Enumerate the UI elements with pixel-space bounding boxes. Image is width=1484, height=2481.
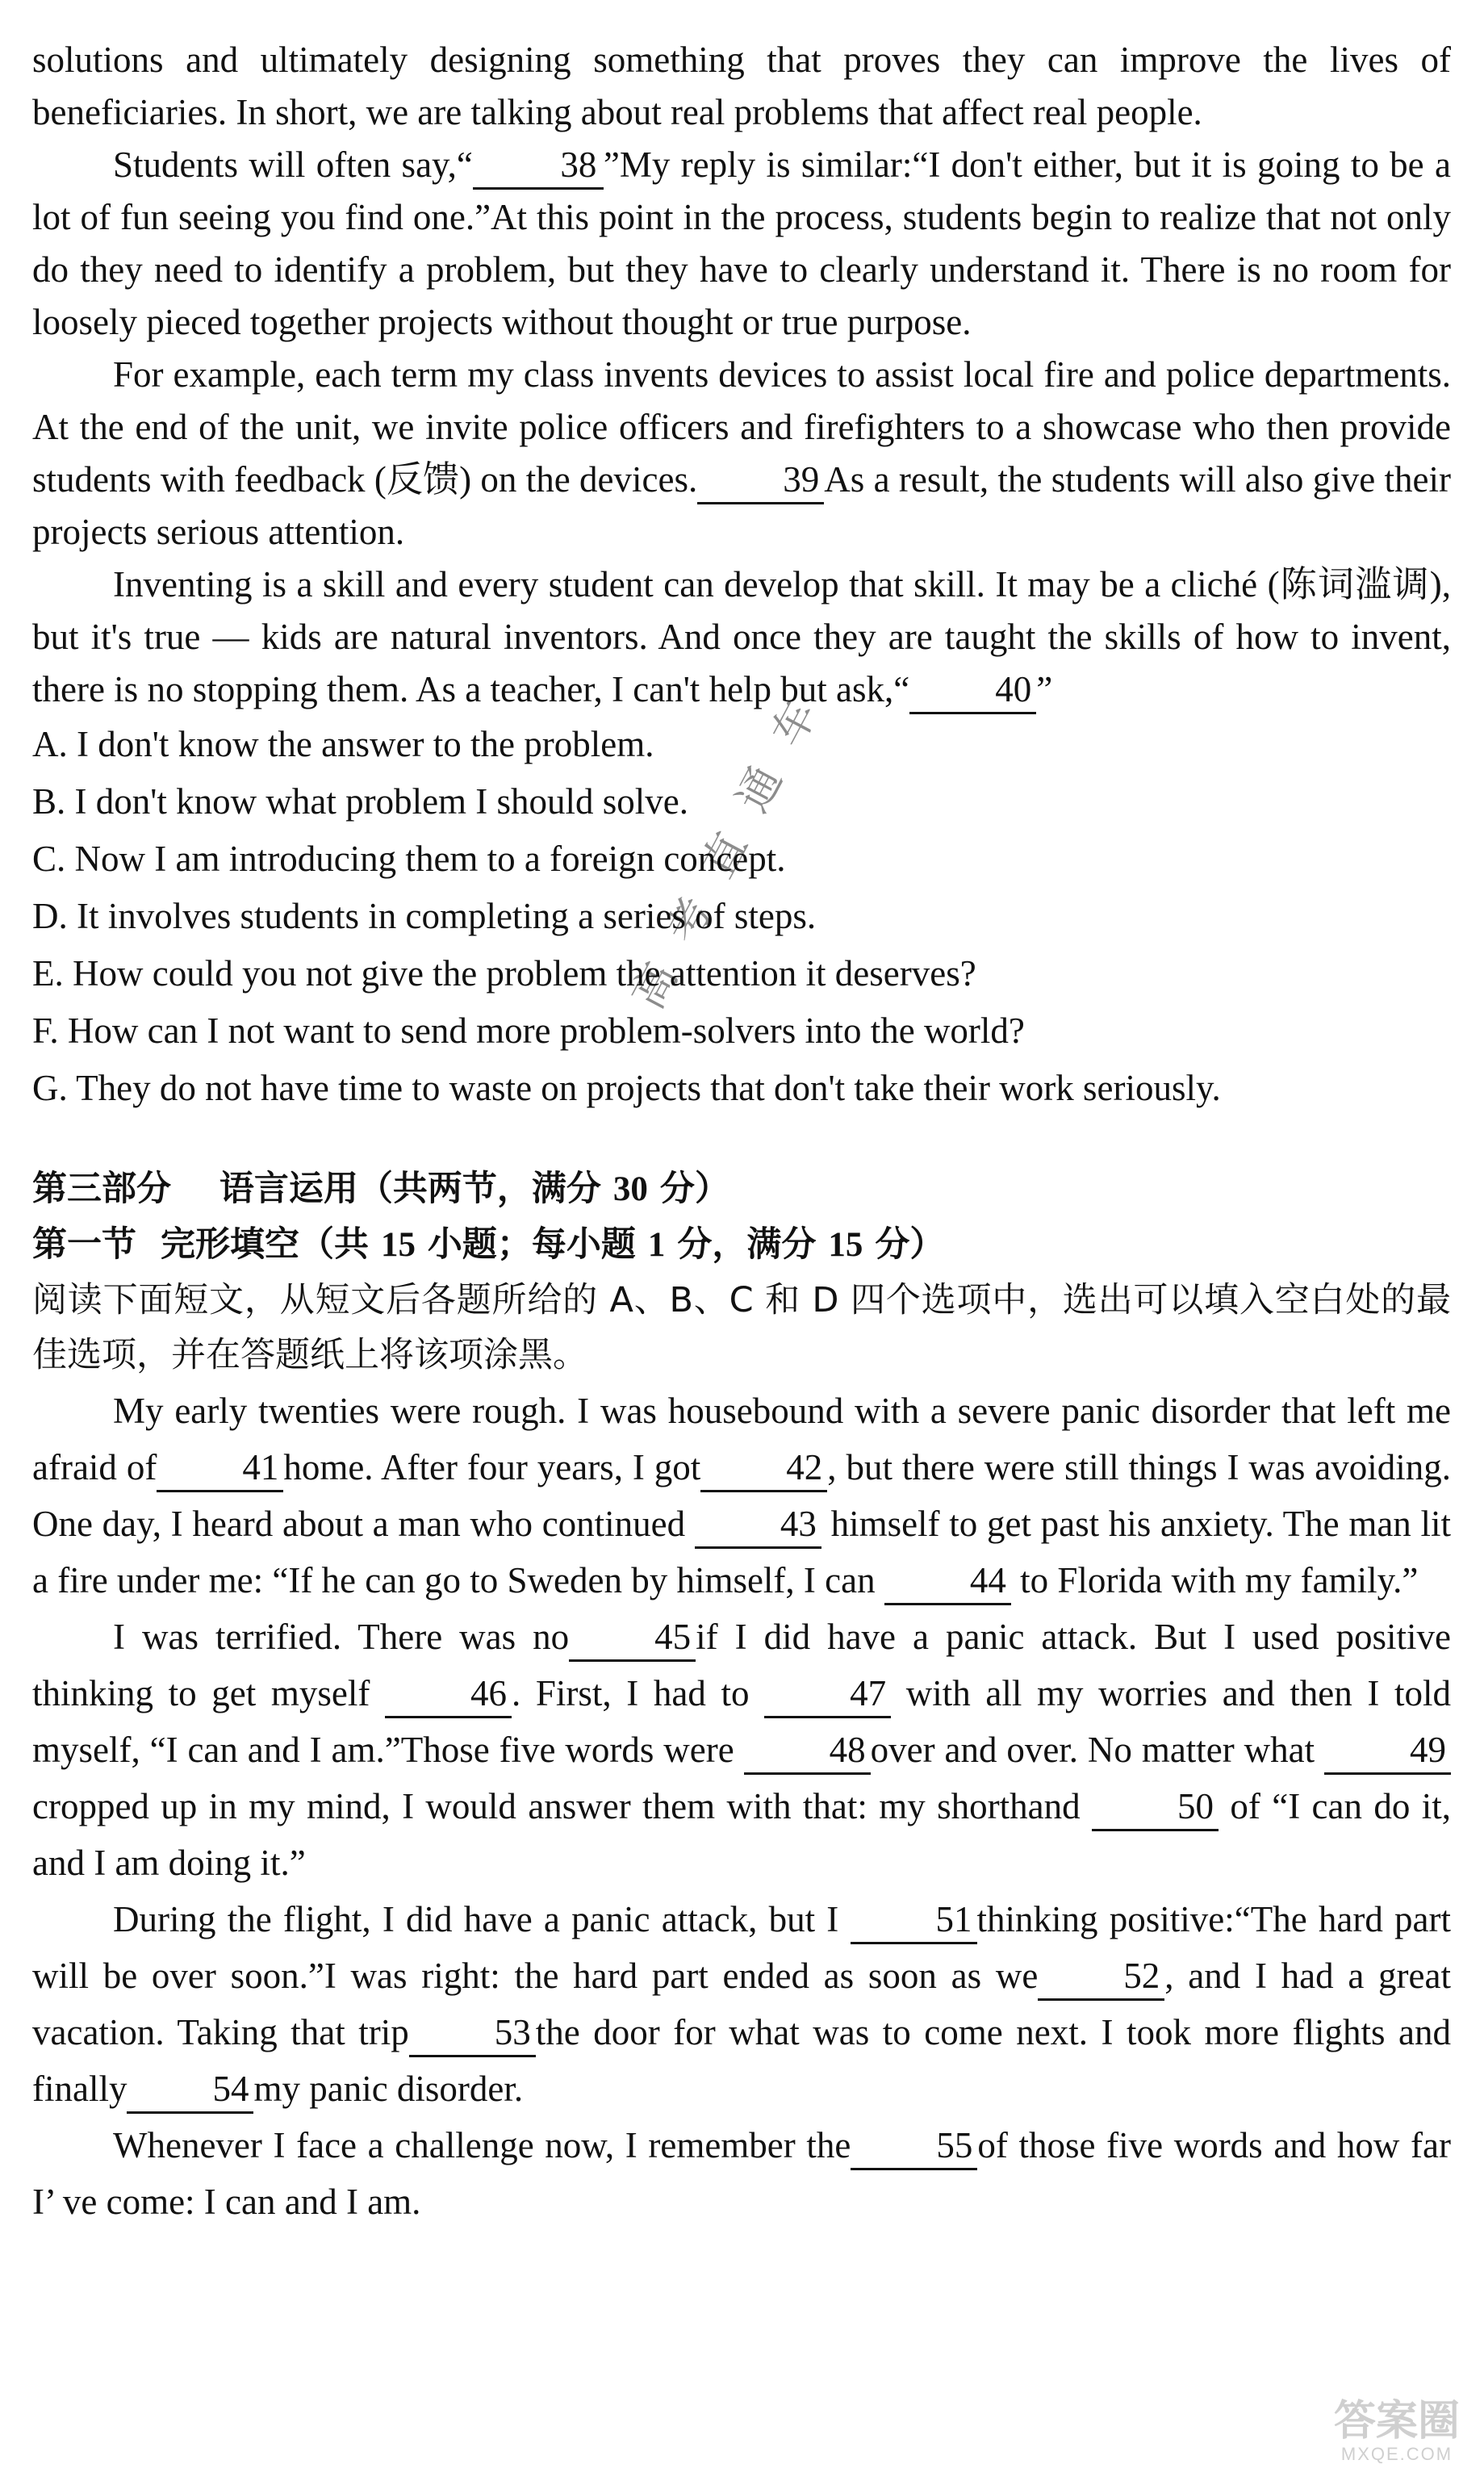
option-d[interactable]: D. It involves students in completing a series of steps. — [32, 896, 817, 936]
paragraph-text: During the flight, I did have a panic attack, but I — [113, 1899, 839, 1939]
subsection-heading — [32, 1217, 1451, 1273]
blank-55[interactable]: 55 — [851, 2123, 977, 2170]
watermark-stamp: 高考直通车 — [621, 665, 842, 1018]
subsection-title: 分） — [863, 1224, 945, 1265]
blank-47[interactable]: 47 — [764, 1671, 891, 1718]
blank-45[interactable]: 45 — [569, 1615, 696, 1662]
section-score: 30 — [612, 1170, 648, 1208]
section-spacer — [32, 1117, 1451, 1161]
document-page — [32, 34, 1451, 2230]
paragraph-text: ”My reply is similar:“I don't either, but it is going to be a lot of fun seeing you find one.”At this point in the process, students begin to realize that not only do they need to identify a problem, but they have to clearly understand it. There is no room for loosely pieced together projects without thought or true purpose. — [32, 144, 1451, 342]
blank-52[interactable]: 52 — [1038, 1954, 1164, 2001]
option-e[interactable]: E. How could you not give the problem the attention it deserves? — [32, 953, 976, 994]
paragraph-text: . First, I had to — [511, 1673, 750, 1713]
paragraph-text: Inventing is a skill and every student can develop that skill. It may be a cliché (陈词滥调), but it's true — kids are natural inventors. And once they are taught the skills of how to invent, there is no stopping them. As a teacher, I can't help but ask,“ — [32, 564, 1451, 709]
section-3-header — [32, 1161, 1451, 1383]
paragraph-text: As a result, the students will also give their projects serious attention. — [32, 459, 1451, 552]
option-c[interactable]: C. Now I am introducing them to a foreign concept. — [32, 839, 786, 879]
site-logo — [1334, 2399, 1460, 2465]
subsection-title: 分，满分 — [665, 1224, 829, 1265]
cloze-paragraph — [32, 1383, 1451, 1609]
paragraph-text: solutions and ultimately designing something that proves they can improve the lives of beneficiaries. In short, we are talking about real problems that affect real people. — [32, 40, 1451, 132]
blank-39[interactable]: 39 — [697, 458, 824, 504]
cloze-paragraph — [32, 1609, 1451, 1891]
instructions: 阅读下面短文，从短文后各题所给的 A、B、C 和 D 四个选项中，选出可以填入空白处的最佳选项，并在答题纸上将该项涂黑。 — [32, 1280, 1451, 1375]
passage-paragraph — [32, 34, 1451, 139]
cloze-passage — [32, 1383, 1451, 2230]
blank-43[interactable]: 43 — [695, 1502, 821, 1549]
cloze-paragraph — [32, 1891, 1451, 2117]
blank-38[interactable]: 38 — [473, 143, 604, 190]
section-part-label: 第三部分 — [32, 1169, 171, 1209]
blank-48[interactable]: 48 — [744, 1728, 871, 1775]
blank-44[interactable]: 44 — [884, 1558, 1011, 1605]
paragraph-text: the door for what was to come next. I took more flights and finally — [32, 2012, 1452, 2109]
logo-title: 答案圈 — [1333, 2397, 1460, 2445]
subsection-title: 完形填空（共 — [160, 1224, 381, 1265]
logo-url: MXQE.COM — [1340, 2444, 1453, 2464]
paragraph-text: Whenever I face a challenge now, I remember the — [113, 2125, 851, 2165]
passage-paragraph — [32, 559, 1451, 716]
option-a[interactable]: A. I don't know the answer to the problem. — [32, 724, 654, 764]
subsection-part-label: 第一节 — [32, 1224, 136, 1265]
paragraph-text: , and I had a great vacation. Taking that trip — [32, 1956, 1451, 2052]
paragraph-text: over and over. No matter what — [870, 1730, 1315, 1770]
passage-paragraph — [32, 139, 1451, 349]
blank-51[interactable]: 51 — [851, 1897, 977, 1944]
blank-42[interactable]: 42 — [700, 1446, 827, 1492]
paragraph-text: himself to get past his anxiety. The man lit a fire under me: “If he can go to Sweden by himself, I can — [32, 1504, 1452, 1600]
blank-41[interactable]: 41 — [157, 1446, 283, 1492]
blank-50[interactable]: 50 — [1092, 1784, 1219, 1831]
option-b[interactable]: B. I don't know what problem I should solve. — [32, 781, 689, 822]
section-title-end: 分） — [647, 1169, 729, 1209]
paragraph-text: ” — [1036, 669, 1053, 709]
paragraph-text: My early twenties were rough. I was housebound with a severe panic disorder that left me afraid of — [32, 1391, 1451, 1487]
paragraph-text: to Florida with my family.” — [1020, 1560, 1419, 1600]
blank-40[interactable]: 40 — [909, 667, 1036, 714]
paragraph-text: of those five words and how far I’ ve come: I can and I am. — [32, 2125, 1452, 2222]
option-g[interactable]: G. They do not have time to waste on projects that don't take their work seriously. — [32, 1068, 1221, 1108]
paragraph-text: home. After four years, I got — [283, 1447, 701, 1487]
paragraph-text: cropped up in my mind, I would answer them with that: my shorthand — [32, 1786, 1081, 1826]
blank-49[interactable]: 49 — [1324, 1728, 1451, 1775]
total-points: 15 — [828, 1226, 863, 1264]
subsection-title: 小题；每小题 — [415, 1224, 648, 1265]
section-title: 语言运用（共两节，满分 — [219, 1169, 613, 1209]
paragraph-text: , but there were still things I was avoiding. One day, I heard about a man who continued — [32, 1447, 1451, 1544]
question-count: 15 — [380, 1226, 416, 1264]
paragraph-text: if I did have a panic attack. But I used positive thinking to get myself — [32, 1617, 1452, 1713]
paragraph-text: Students will often say,“ — [113, 144, 473, 185]
blank-53[interactable]: 53 — [409, 2010, 536, 2057]
blank-46[interactable]: 46 — [385, 1671, 512, 1718]
section-heading — [32, 1161, 1451, 1217]
points-each: 1 — [647, 1226, 666, 1264]
passage-paragraph — [32, 349, 1451, 559]
cloze-paragraph — [32, 2117, 1451, 2230]
paragraph-text: of “I can do it, and I am doing it.” — [32, 1786, 1452, 1883]
paragraph-text: my panic disorder. — [253, 2069, 524, 2109]
paragraph-text: For example, each term my class invents devices to assist local fire and police departments. At the end of the unit, we invite police officers and firefighters to a showcase who then provide students with feedback (反馈) on the devices. — [32, 354, 1451, 500]
option-f[interactable]: F. How can I not want to send more problem-solvers into the world? — [32, 1010, 1025, 1051]
paragraph-text: I was terrified. There was no — [113, 1617, 570, 1657]
paragraph-text: thinking positive:“The hard part will be over soon.”I was right: the hard part ended as soon as we — [32, 1899, 1452, 1996]
blank-54[interactable]: 54 — [127, 2067, 253, 2114]
reading-passage — [32, 34, 1451, 716]
paragraph-text: with all my worries and then I told myself, “I can and I am.”Those five words were — [32, 1673, 1452, 1770]
